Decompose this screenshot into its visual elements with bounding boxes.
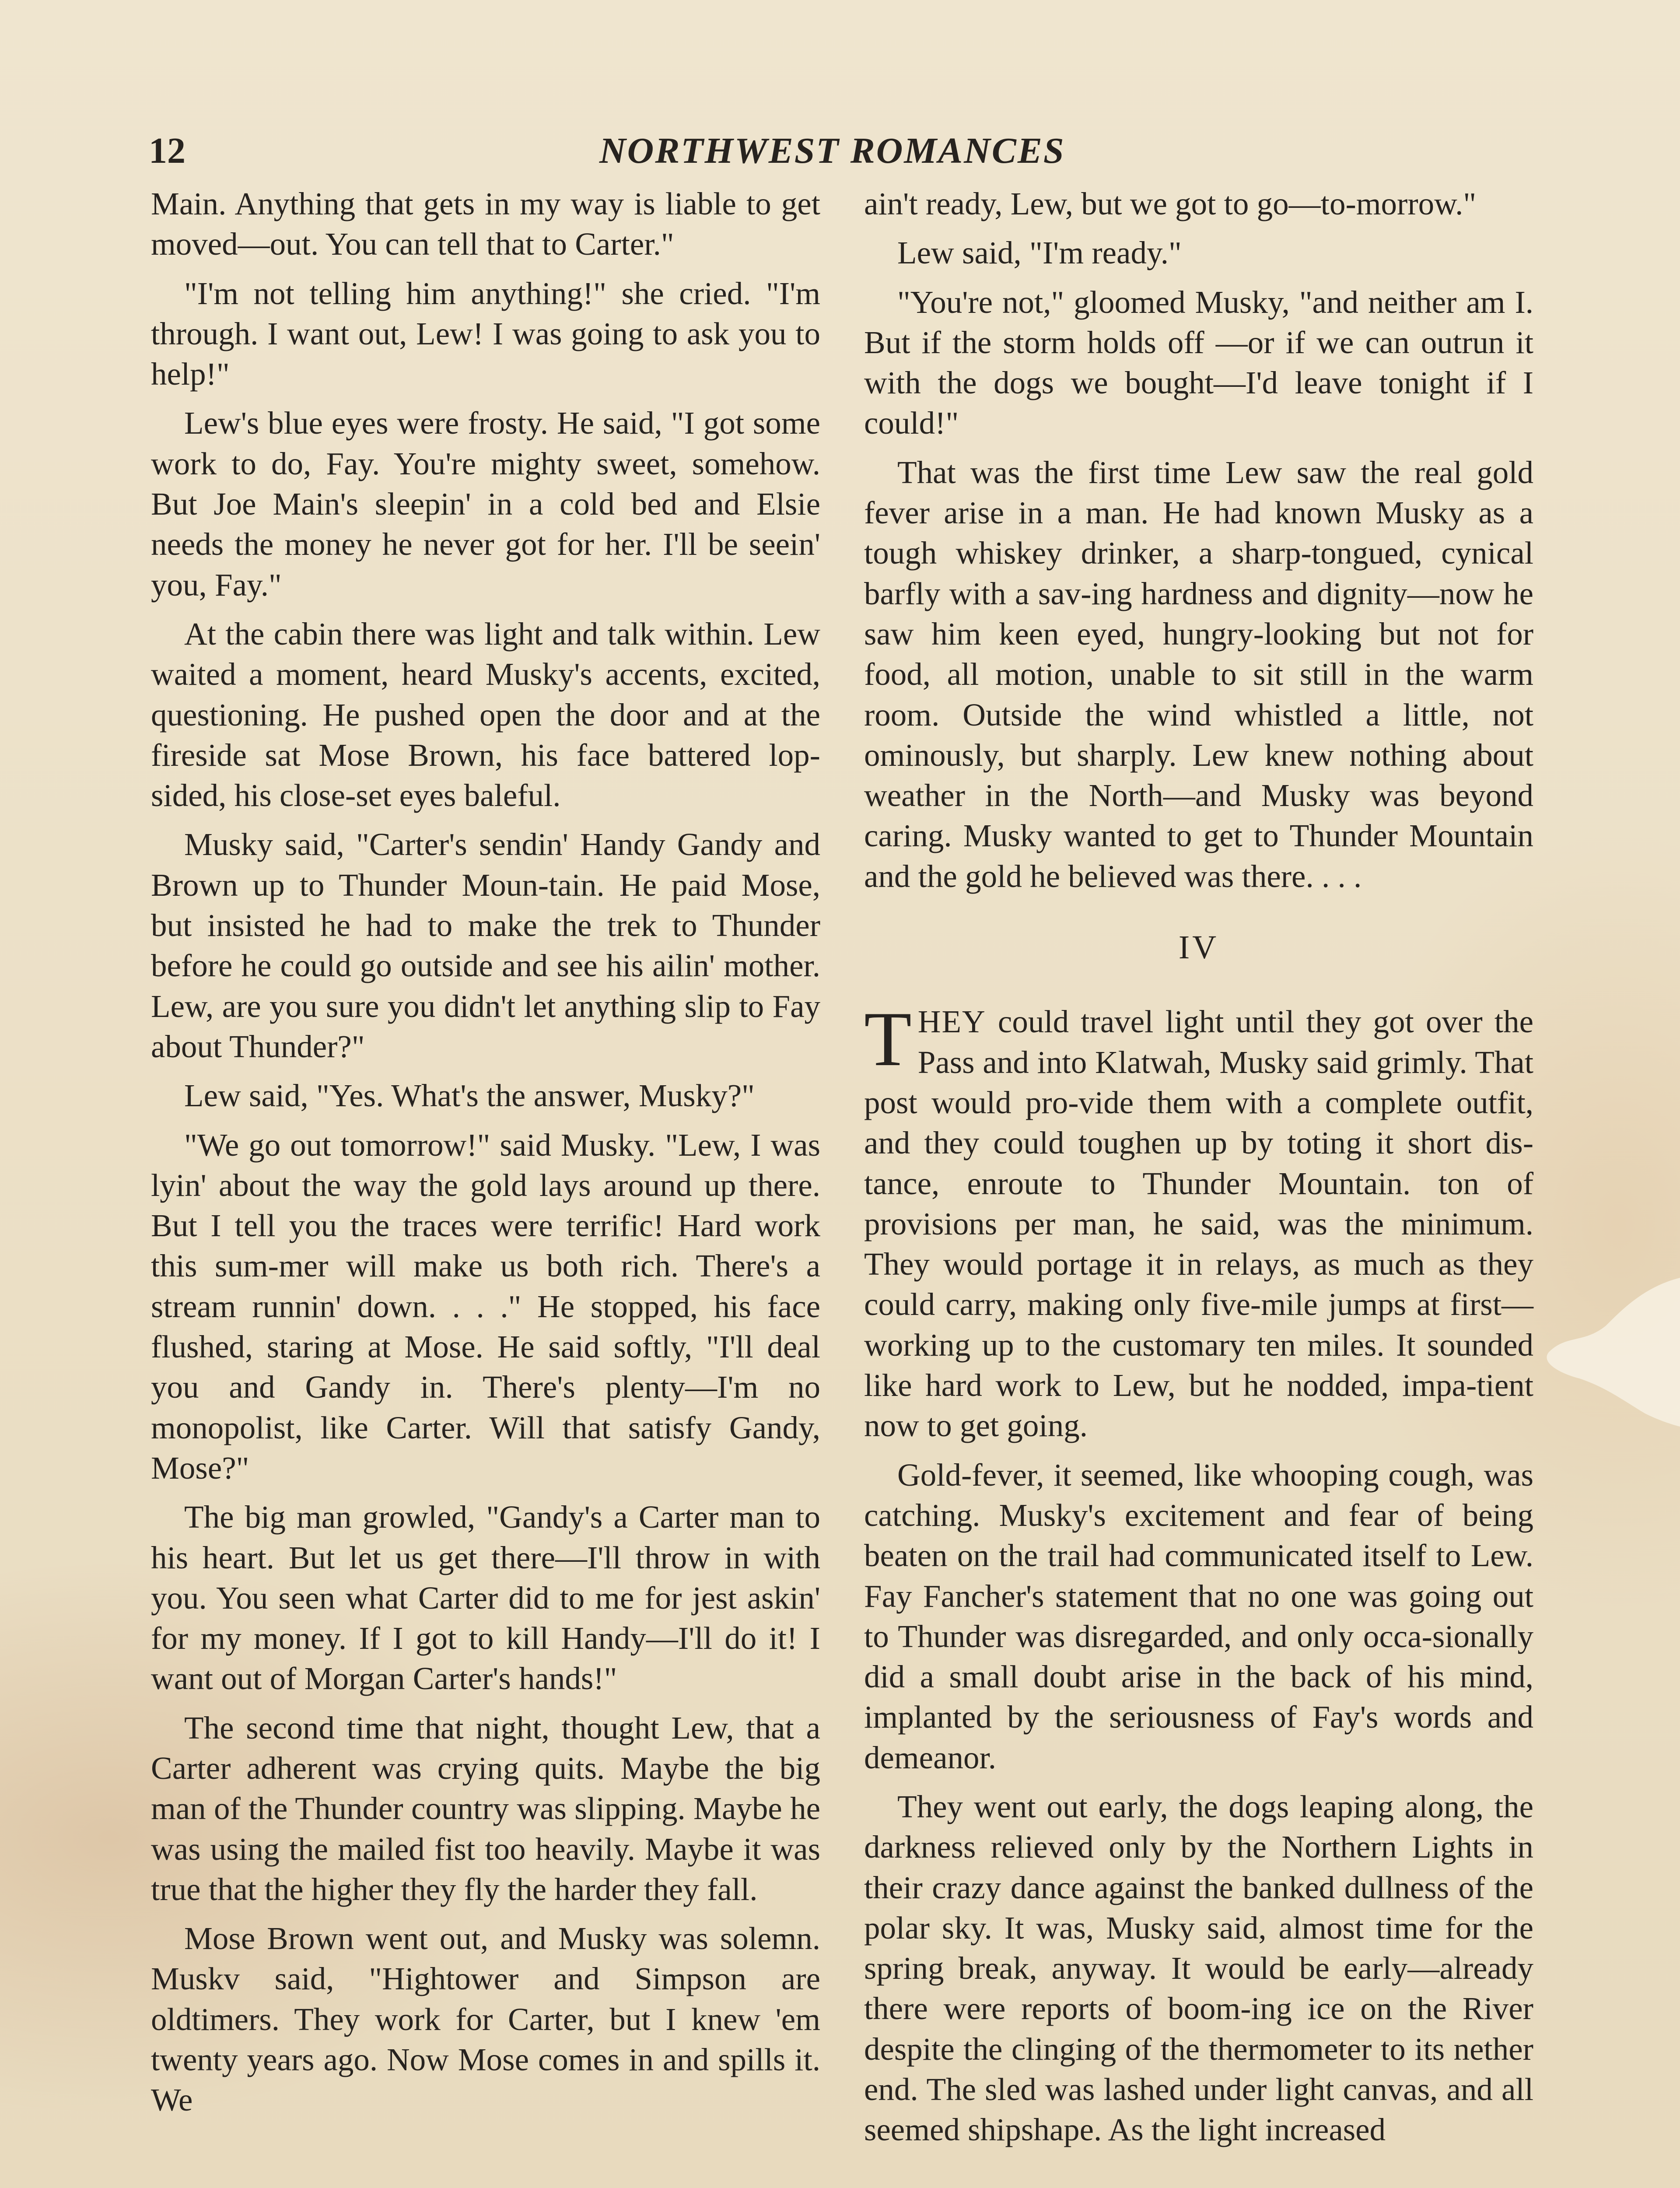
small-caps-lead: HEY: [917, 1004, 986, 1040]
paragraph: Lew said, "I'm ready.": [897, 235, 1182, 271]
paragraph: Musky said, "Carter's sendin' Handy Gandy and Brown up to Thunder Moun-tain. He paid Mose, but insisted he had to make the trek to Thunder before he could go outside and see his ailin' mother. Lew, are you sure you didn't let anything slip to Fay about Thunder?": [151, 827, 820, 1064]
left-column: [151, 184, 820, 2129]
paragraph: Mose Brown went out, and Musky was solemn. Muskv said, "Hightower and Simpson are oldtimers. They work for Carter, but I knew 'em twenty years ago. Now Mose comes in and spills it. We: [151, 1921, 820, 2118]
paragraph-dropcap: [864, 996, 1533, 1446]
paragraph: At the cabin there was light and talk within. Lew waited a moment, heard Musky's accents, excited, questioning. He pushed open the door and at the fireside sat Mose Brown, his face battered lop-sided, his close-set eyes baleful.: [151, 616, 820, 813]
right-column: [864, 184, 1533, 2159]
paragraph: "You're not," gloomed Musky, "and neither am I. But if the storm holds off —or if we can outrun it with the dogs we bought—I'd leave tonight if I could!": [864, 284, 1533, 441]
torn-page-mark: [1514, 1269, 1680, 1427]
paragraph: Lew said, "Yes. What's the answer, Musky?": [184, 1078, 755, 1114]
paragraph: The second time that night, thought Lew, that a Carter adherent was crying quits. Maybe the big man of the Thunder country was slipping. Maybe he was using the mailed fist too heavily. Maybe it was true that the higher they fly the harder they fall.: [151, 1710, 820, 1907]
paragraph-text: could travel light until they got over the Pass and into Klatwah, Musky said grimly. That post would pro-vide them with a complete outfit, and they could toughen up by toting it short dis-tance, enroute to Thunder Mountain. ton of provisions per man, he said, was the minimum. They would portage it in relays, as much as they could carry, making only five-mile jumps at first—working up to the customary ten miles. It sounded like hard work to Lew, but he nodded, impa-tient now to get going.: [864, 1004, 1533, 1444]
paragraph: Lew's blue eyes were frosty. He said, "I got some work to do, Fay. You're mighty sweet, somehow. But Joe Main's sleepin' in a cold bed and Elsie needs the money he never got for her. I'll be seein' you, Fay.": [151, 405, 820, 603]
paragraph: "We go out tomorrow!" said Musky. "Lew, I was lyin' about the way the gold lays around up there. But I tell you the traces were terrific! Hard work this sum-mer will make us both rich. There's a stream runnin' down. . . ." He stopped, his face flushed, staring at Mose. He said softly, "I'll deal you and Gandy in. There's plenty—I'm no monopolist, like Carter. Will that satisfy Gandy, Mose?": [151, 1127, 820, 1486]
paragraph: Main. Anything that gets in my way is liable to get moved—out. You can tell that to Carter.": [151, 186, 820, 262]
paragraph: "I'm not telling him anything!" she cried. "I'm through. I want out, Lew! I was going to ask you to help!": [151, 275, 820, 392]
paragraph: That was the first time Lew saw the real gold fever arise in a man. He had known Musky as a tough whiskey drinker, a sharp-tongued, cynical barfly with a sav-ing hardness and dignity—now he saw him keen eyed, hungry-looking but not for food, all motion, unable to sit still in the warm room. Outside the wind whistled a little, not ominously, but sharply. Lew knew nothing about weather in the North—and Musky was beyond caring. Musky wanted to get to Thunder Mountain and the gold he believed was there. . . .: [864, 454, 1533, 894]
paragraph: ain't ready, Lew, but we got to go—to-morrow.": [864, 186, 1477, 221]
drop-cap: T: [864, 996, 912, 1083]
paragraph: The big man growled, "Gandy's a Carter man to his heart. But let us get there—I'll throw in with you. You seen what Carter did to me for jest askin' for my money. If I got to kill Handy—I'll do it! I want out of Morgan Carter's hands!": [151, 1499, 820, 1697]
running-title: NORTHWEST ROMANCES: [599, 130, 1065, 171]
paragraph: They went out early, the dogs leaping along, the darkness relieved only by the Northern Lights in their crazy dance against the banked dullness of the polar sky. It was, Musky said, almost time for the spring break, anyway. It would be early—already there were reports of boom-ing ice on the River despite the clinging of the thermometer to its nether end. The sled was lashed under light canvas, and all seemed shipshape. As the light increased: [864, 1788, 1533, 2148]
page-number: 12: [149, 130, 186, 171]
page-header: [149, 127, 1549, 175]
paragraph: Gold-fever, it seemed, like whooping cough, was catching. Musky's excitement and fear of being beaten on the trail had communicated itself to Lew. Fay Fancher's statement that no one was going out to Thunder was disregarded, and only occa-sionally did a small doubt arise in the back of his mind, implanted by the seriousness of Fay's words and demeanor.: [864, 1457, 1533, 1775]
section-heading: IV: [1178, 929, 1219, 966]
